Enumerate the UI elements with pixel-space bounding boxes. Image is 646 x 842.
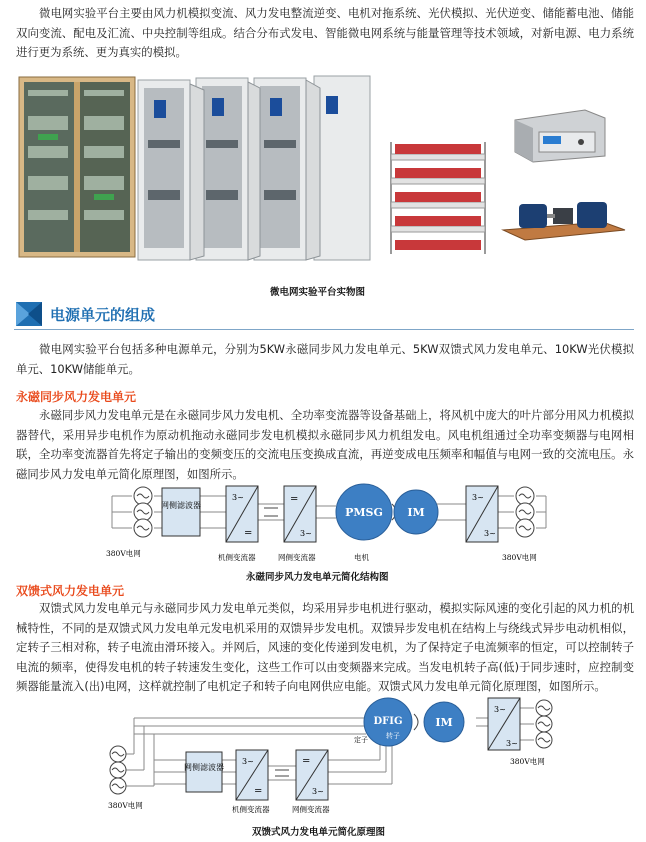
pmsg-filter-label: 网侧滤波器 [161, 501, 201, 510]
pmsg-im-label: IM [407, 506, 425, 519]
pmsg-paragraph: 永磁同步风力发电单元是在永磁同步风力发电机、全功率变流器等设备基础上，将风机中庞大的叶片部分用风力机模拟器替代，采用异步电机作为原动机拖动永磁同步发电机模拟永磁同步风力机组发电。风电机组通过全功率变频器与电网相联，全功率变流器首先将定子输出的变频变压的交流电压变换成直流，再逆变成电压频率和幅值与电网一致的交流电压。永磁同步风力发电单元简化原理图，如图所示。 [16, 408, 634, 481]
section-title: 电源单元的组成 [50, 306, 156, 324]
pmsg-grid-right-label: 380V电网 [502, 553, 537, 562]
dfig-conv3-ac-top: 3~ [494, 705, 506, 714]
section-header [14, 300, 634, 330]
dfig-grid-left-label: 380V电网 [108, 801, 143, 810]
motor-test-bench-photo [499, 194, 629, 250]
cabinet-photo-left [18, 76, 136, 258]
cabinet-photo-group [134, 70, 378, 268]
photo-caption: 微电网实验平台实物图 [270, 287, 366, 298]
pmsg-machine-conv-label: 机侧变流器 [218, 553, 256, 562]
dfig-caption: 双馈式风力发电单元简化原理图 [252, 827, 386, 838]
dfig-conv1-ac: 3~ [242, 757, 254, 766]
dfig-conv3-ac-bottom: 3~ [506, 739, 518, 748]
battery-rack-photo [385, 138, 491, 256]
pmsg-conv1-dc: = [244, 528, 253, 539]
dfig-conv2-dc: = [302, 756, 311, 767]
pmsg-grid-left-label: 380V电网 [106, 549, 141, 558]
intro-paragraph: 微电网实验平台主要由风力机模拟变流、风力发电整流逆变、电机对拖系统、光伏模拟、光伏逆变、储能蓄电池、储能双向变流、配电及汇流、中央控制等组成。结合分布式发电、智能微电网系统与能量管理等技术领域，对新电源、电力系统进行更为系统、更为真实的模拟。 [16, 6, 634, 59]
pmsg-conv1-ac: 3~ [232, 493, 244, 502]
pmsg-caption: 永磁同步风力发电单元简化结构图 [246, 572, 389, 583]
pmsg-machine-label: PMSG [345, 506, 383, 519]
pmsg-conv3-ac-top: 3~ [472, 493, 484, 502]
power-supply-photo [509, 106, 609, 164]
pmsg-conv2-ac: 3~ [300, 529, 312, 538]
pmsg-heading: 永磁同步风力发电单元 [16, 390, 137, 404]
dfig-paragraph: 双馈式风力发电单元与永磁同步风力发电单元类似，均采用异步电机进行驱动，模拟实际风速的变化引起的风力机的机械特性，不同的是双馈式风力发电单元发电机采用的双馈异步发电机。双馈异步发电机在结构上与绕线式异步电动机相似，定转子三相对称，转子电流由滑环接入。并网后，风速的变化传递到发电机，为了保持定子电流频率的恒定，可以控制转子电流的频率，使得发电机的转子转速发生变化，这些工作可以由变频器来完成。当发电机转子高(低)于同步速时，应控制变频器能量流入(出)电网，这样就控制了电机定子和转子向电网供应电能。双馈式风力发电单元简化原理图，如图所示。 [16, 601, 634, 693]
pmsg-grid-conv-label: 网侧变流器 [278, 553, 316, 562]
dfig-diagram [104, 696, 574, 824]
pmsg-diagram [94, 482, 554, 570]
dfig-machine-conv-label: 机侧变流器 [232, 805, 270, 814]
dfig-conv1-dc: = [254, 786, 263, 797]
pmsg-conv2-dc: = [290, 494, 299, 505]
dfig-heading: 双馈式风力发电单元 [16, 584, 125, 598]
dfig-im-label: IM [435, 716, 453, 729]
dfig-grid-right-label: 380V电网 [510, 757, 545, 766]
section-icon [16, 302, 42, 326]
dfig-machine-label: DFIG [373, 716, 403, 727]
dfig-rotor-label: 转子 [386, 732, 400, 740]
dfig-filter-label: 网侧滤波器 [184, 763, 224, 772]
pmsg-conv3-ac-bottom: 3~ [484, 529, 496, 538]
section-paragraph: 微电网实验平台包括多种电源单元，分别为5KW永磁同步风力发电单元、5KW双馈式风力发电单元、10KW光伏模拟单元、10KW储能单元。 [16, 342, 634, 376]
dfig-grid-conv-label: 网侧变流器 [292, 805, 330, 814]
dfig-conv2-ac: 3~ [312, 787, 324, 796]
pmsg-motor-label: 电机 [354, 553, 369, 562]
dfig-stator-label: 定子 [354, 736, 368, 744]
